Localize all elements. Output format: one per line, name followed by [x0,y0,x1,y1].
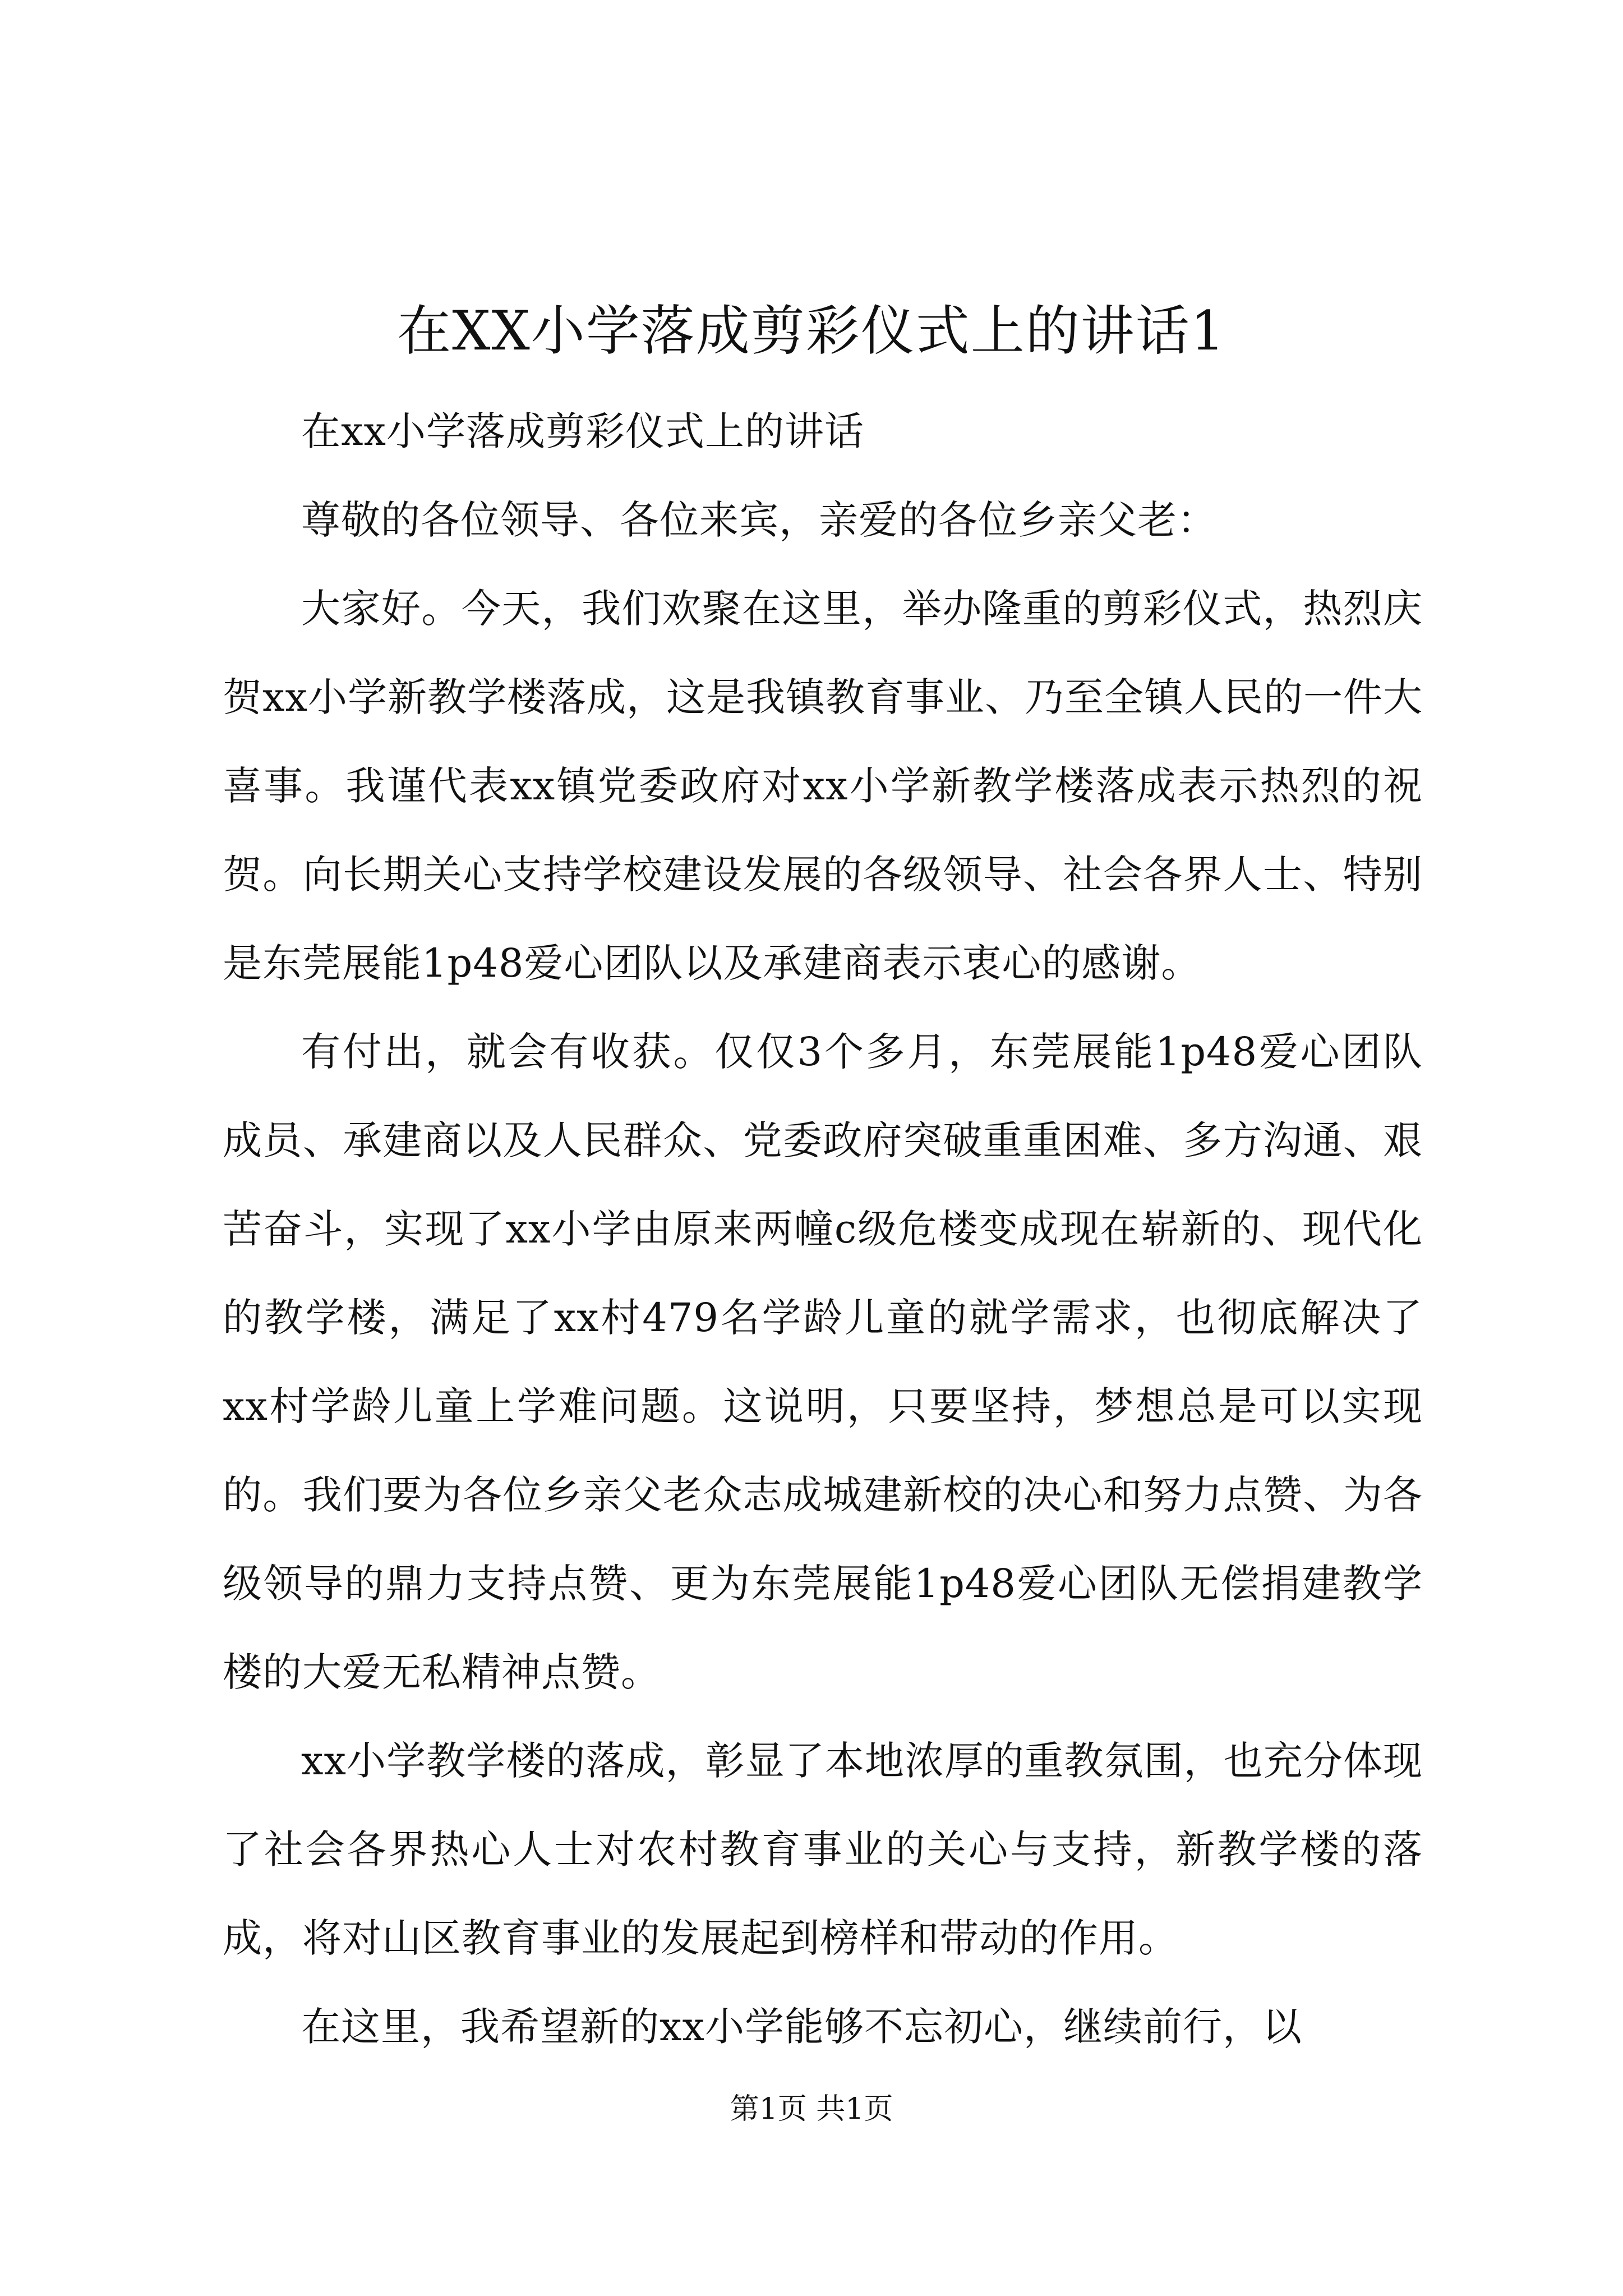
document-title: 在XX小学落成剪彩仪式上的讲话1 [397,300,1226,362]
page-footer: 第1页 共1页 [730,2092,893,2126]
paragraph-salutation: 尊敬的各位领导、各位来宾，亲爱的各位乡亲父老： [301,497,1217,543]
paragraph-greeting: 大家好。今天，我们欢聚在这里，举办隆重的剪彩仪式，热烈庆贺xx小学新教学楼落成，这是我镇教育事业、乃至全镇人民的一件大喜事。我谨代表xx镇党委政府对xx小学新教学楼落成表示热烈的祝贺。向长期关心支持学校建设发展的各级领导、社会各界人士、特别是东莞展能1p48爱心团队以及承建商表示衷心的感谢。 [223,586,1423,986]
document-body [223,387,1423,2071]
paragraph-achievement: 有付出，就会有收获。仅仅3个多月，东莞展能1p48爱心团队成员、承建商以及人民群众、党委政府突破重重困难、多方沟通、艰苦奋斗，实现了xx小学由原来两幢c级危楼变成现在崭新的、现代化的教学楼，满足了xx村479名学龄儿童的就学需求，也彻底解决了xx村学龄儿童上学难问题。这说明，只要坚持，梦想总是可以实现的。我们要为各位乡亲父老众志成城建新校的决心和努力点赞、为各级领导的鼎力支持点赞、更为东莞展能1p48爱心团队无偿捐建教学楼的大爱无私精神点赞。 [223,1029,1423,1695]
paragraph-subtitle: 在xx小学落成剪彩仪式上的讲话 [301,408,864,454]
paragraph-significance: xx小学教学楼的落成，彰显了本地浓厚的重教氛围，也充分体现了社会各界热心人士对农村教育事业的关心与支持，新教学楼的落成，将对山区教育事业的发展起到榜样和带动的作用。 [223,1738,1423,1961]
paragraph-hope: 在这里，我希望新的xx小学能够不忘初心，继续前行，以 [301,2004,1302,2050]
